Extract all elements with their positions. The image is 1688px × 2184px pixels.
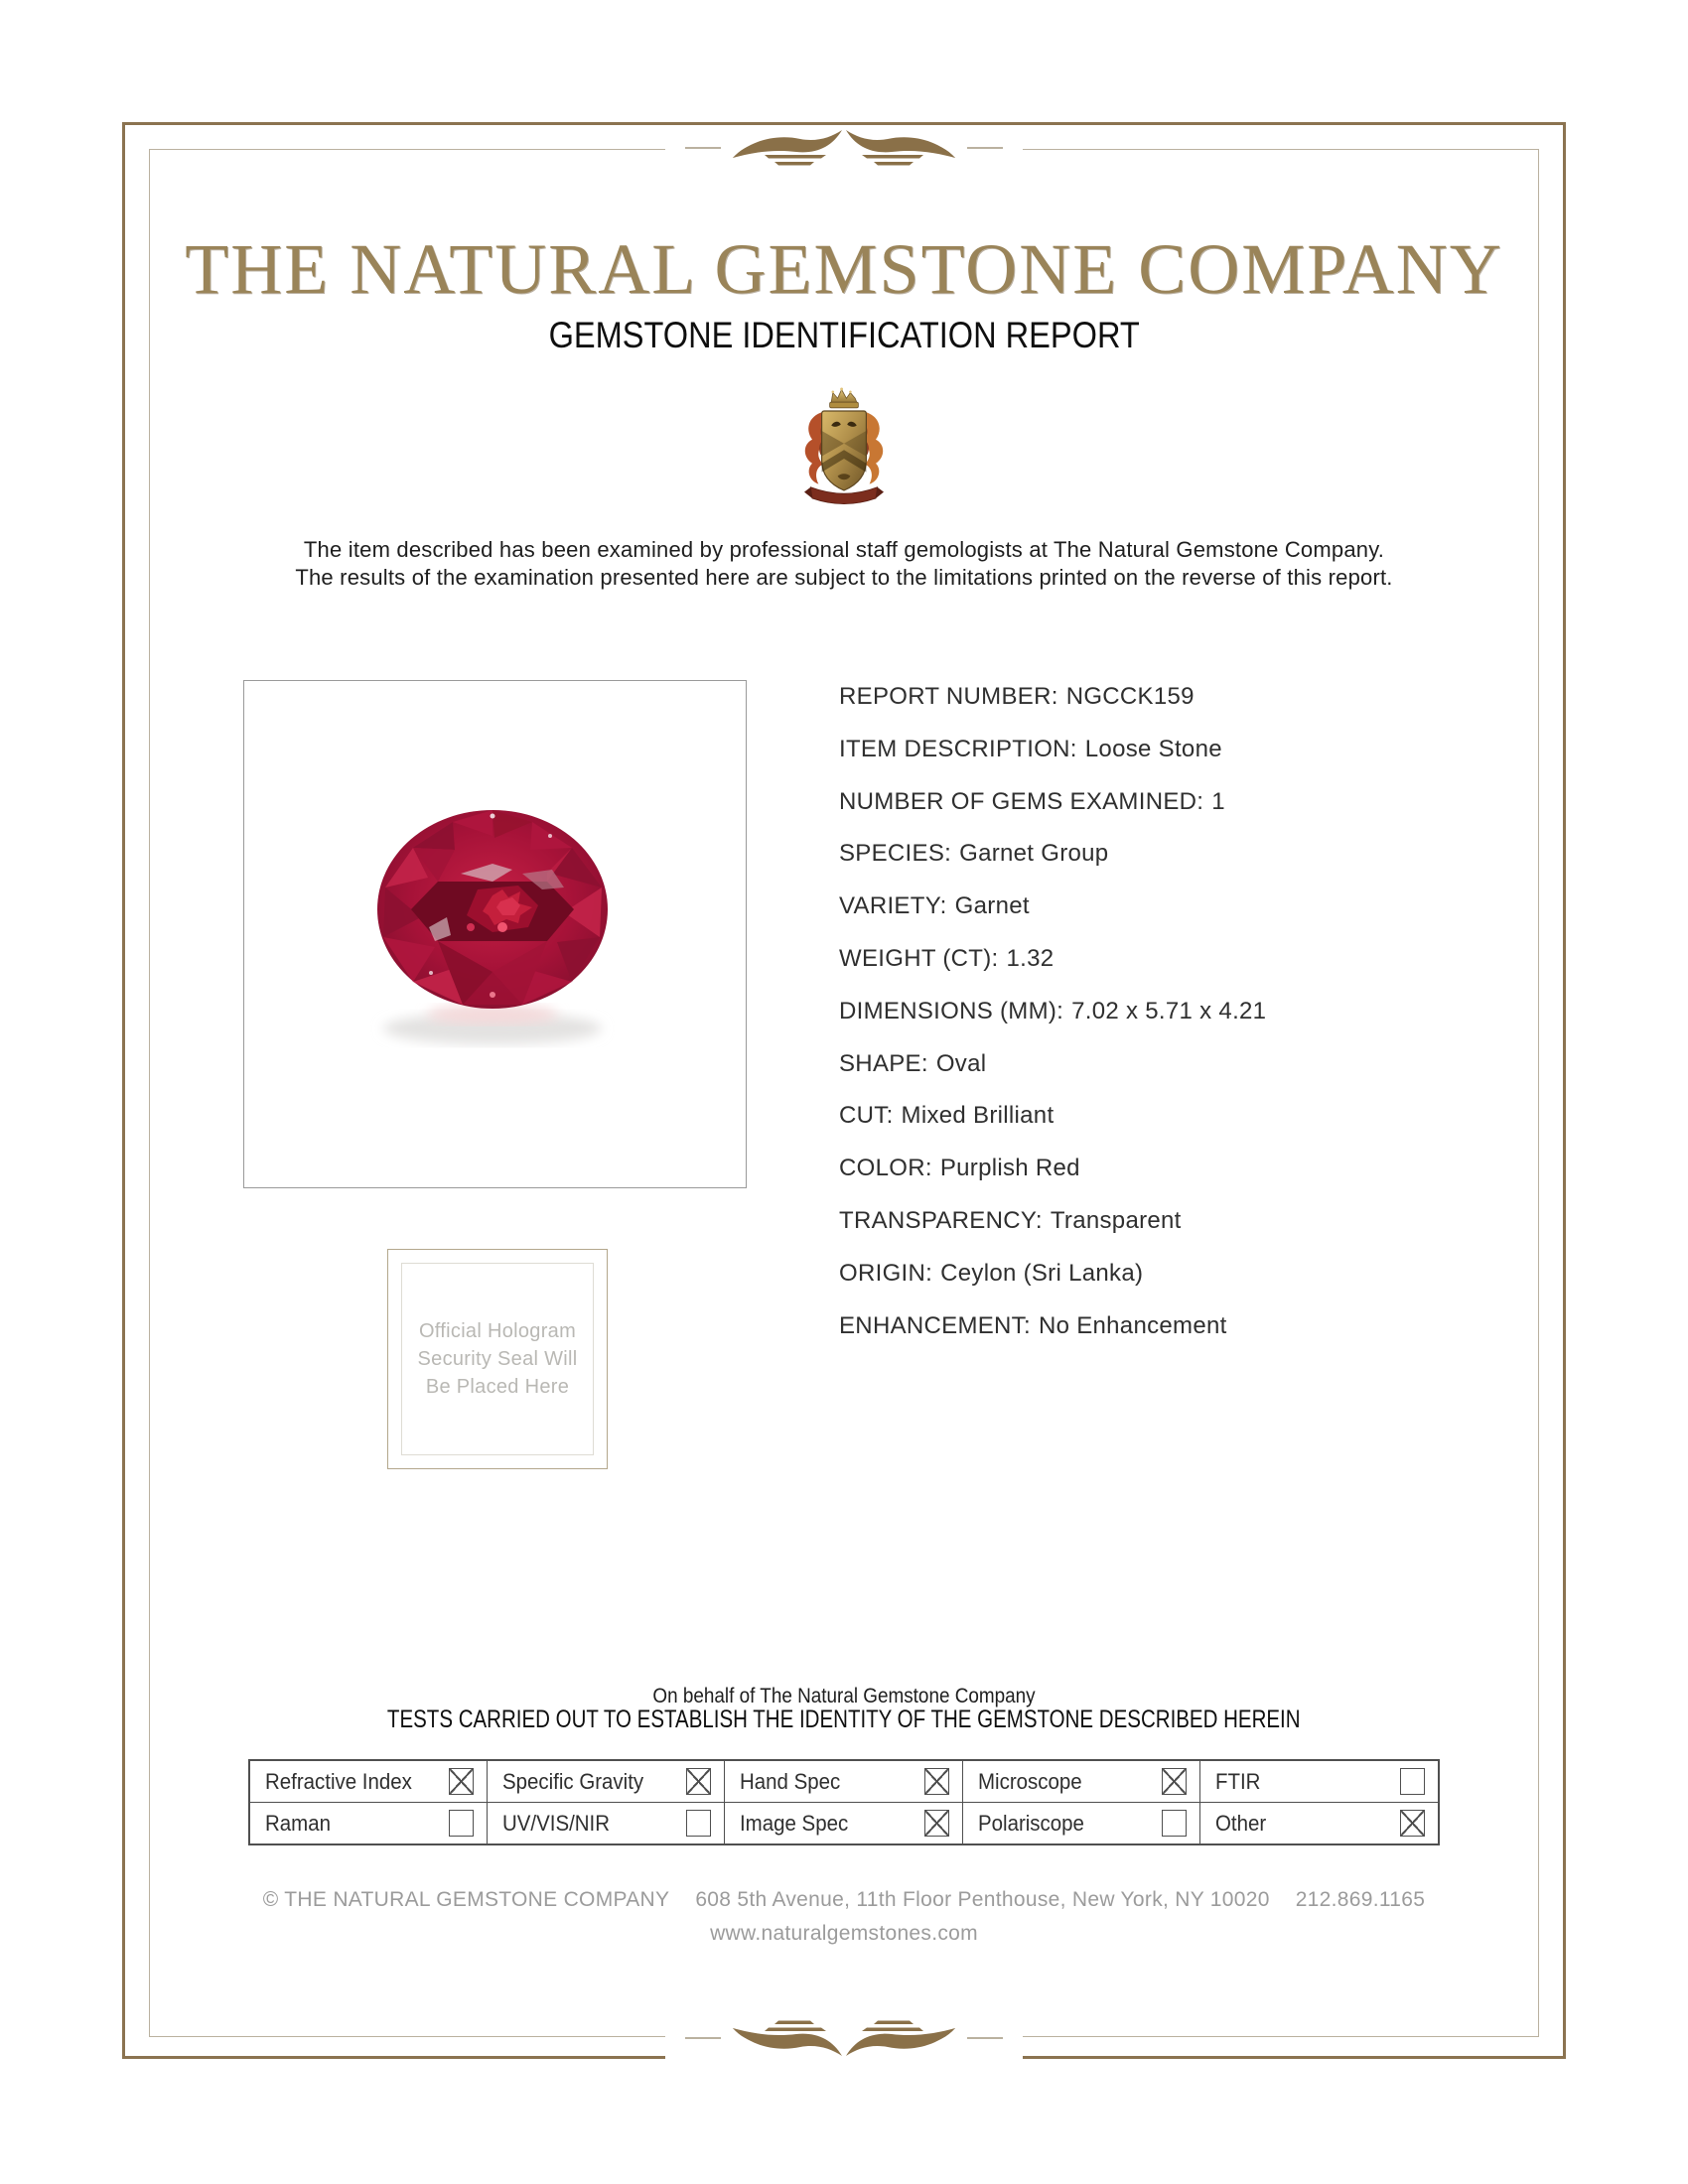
test-checkbox-polariscope xyxy=(1162,1810,1187,1837)
footer-website: www.naturalgemstones.com xyxy=(710,1922,978,1945)
detail-value: Transparent xyxy=(1050,1206,1182,1234)
test-label: FTIR xyxy=(1214,1768,1261,1794)
detail-label: ITEM DESCRIPTION: xyxy=(839,735,1077,762)
detail-value: Loose Stone xyxy=(1084,735,1222,762)
report-details-list xyxy=(839,683,1266,1364)
detail-row-weight xyxy=(839,945,1266,998)
detail-row-origin xyxy=(839,1260,1266,1312)
detail-label: REPORT NUMBER: xyxy=(839,683,1058,710)
detail-value: 1 xyxy=(1211,787,1225,815)
bottom-flourish-ornament xyxy=(665,2014,1023,2060)
detail-row-item-description xyxy=(839,736,1266,788)
test-label: Microscope xyxy=(977,1768,1082,1794)
test-checkbox-microscope xyxy=(1162,1768,1187,1795)
flourish-icon xyxy=(685,2014,1003,2060)
detail-value: Garnet xyxy=(954,892,1030,920)
tests-heading: TESTS CARRIED OUT TO ESTABLISH THE IDENTITY OF THE GEMSTONE DESCRIBED HEREIN xyxy=(387,1706,1301,1733)
detail-row-shape xyxy=(839,1050,1266,1103)
detail-row-cut xyxy=(839,1102,1266,1155)
test-label: Raman xyxy=(265,1810,331,1836)
detail-label: CUT: xyxy=(839,1102,894,1130)
detail-row-report-number xyxy=(839,683,1266,736)
gem-photo xyxy=(344,778,641,1076)
flourish-icon xyxy=(685,126,1003,172)
test-cell-hand-spec xyxy=(725,1761,962,1803)
detail-value: 1.32 xyxy=(1006,944,1055,972)
intro-line-1: The item described has been examined by professional staff gemologists at The Natural Gemstone Company. xyxy=(303,537,1385,562)
test-cell-refractive-index xyxy=(250,1761,488,1803)
report-subtitle: GEMSTONE IDENTIFICATION REPORT xyxy=(548,315,1140,355)
detail-label: WEIGHT (CT): xyxy=(839,944,999,972)
detail-label: SHAPE: xyxy=(839,1049,928,1077)
detail-row-color xyxy=(839,1155,1266,1207)
test-checkbox-raman xyxy=(449,1810,474,1837)
test-checkbox-hand-spec xyxy=(924,1768,949,1795)
test-label: UV/VIS/NIR xyxy=(502,1810,611,1836)
company-crest-icon xyxy=(796,387,892,506)
detail-value: Oval xyxy=(935,1049,987,1077)
detail-value: No Enhancement xyxy=(1038,1311,1227,1339)
test-checkbox-ftir xyxy=(1400,1768,1425,1795)
top-flourish-ornament xyxy=(665,126,1023,172)
hologram-seal-box xyxy=(387,1249,608,1469)
test-label: Specific Gravity xyxy=(502,1768,644,1794)
detail-value: Purplish Red xyxy=(939,1155,1080,1182)
footer-company: © THE NATURAL GEMSTONE COMPANY xyxy=(262,1888,670,1911)
test-cell-ftir xyxy=(1200,1761,1438,1803)
hologram-seal-inner-box xyxy=(401,1263,594,1455)
hologram-placeholder-text: Official Hologram Security Seal Will Be Placed Here xyxy=(417,1320,578,1398)
detail-label: NUMBER OF GEMS EXAMINED: xyxy=(839,787,1204,815)
test-cell-polariscope xyxy=(963,1803,1200,1843)
footer-address: 608 5th Avenue, 11th Floor Penthouse, New York, NY 10020 xyxy=(695,1888,1270,1911)
gem-photo-frame xyxy=(243,680,747,1188)
detail-label: VARIETY: xyxy=(839,892,947,920)
test-checkbox-image-spec xyxy=(924,1810,949,1837)
detail-label: ENHANCEMENT: xyxy=(839,1311,1031,1339)
test-checkbox-uv-vis-nir xyxy=(686,1810,711,1837)
test-cell-raman xyxy=(250,1803,488,1843)
test-label: Image Spec xyxy=(740,1810,849,1836)
detail-row-transparency xyxy=(839,1207,1266,1260)
tests-table xyxy=(248,1759,1440,1845)
detail-value: Garnet Group xyxy=(959,840,1109,868)
test-label: Hand Spec xyxy=(740,1768,841,1794)
detail-value: NGCCK159 xyxy=(1065,683,1195,710)
detail-label: DIMENSIONS (MM): xyxy=(839,997,1064,1024)
company-title: THE NATURAL GEMSTONE COMPANY xyxy=(185,229,1503,309)
intro-text xyxy=(0,536,1688,592)
detail-row-species xyxy=(839,840,1266,892)
detail-value: Mixed Brilliant xyxy=(901,1102,1055,1130)
footer-address-line xyxy=(0,1888,1688,1912)
detail-value: Ceylon (Sri Lanka) xyxy=(940,1259,1144,1287)
intro-line-2: The results of the examination presented here are subject to the limitations printed on the reverse of this report. xyxy=(295,565,1393,590)
test-label: Other xyxy=(1214,1810,1266,1836)
on-behalf-text: On behalf of The Natural Gemstone Company xyxy=(652,1685,1036,1707)
test-label: Refractive Index xyxy=(265,1768,412,1794)
test-cell-other xyxy=(1200,1803,1438,1843)
detail-label: ORIGIN: xyxy=(839,1259,933,1287)
detail-row-number-of-gems xyxy=(839,788,1266,841)
test-checkbox-other xyxy=(1400,1810,1425,1837)
detail-label: SPECIES: xyxy=(839,840,952,868)
detail-row-enhancement xyxy=(839,1312,1266,1365)
test-label: Polariscope xyxy=(977,1810,1084,1836)
test-cell-specific-gravity xyxy=(488,1761,725,1803)
detail-row-variety xyxy=(839,892,1266,945)
test-checkbox-specific-gravity xyxy=(686,1768,711,1795)
detail-label: TRANSPARENCY: xyxy=(839,1206,1043,1234)
test-cell-microscope xyxy=(963,1761,1200,1803)
detail-label: COLOR: xyxy=(839,1155,932,1182)
detail-value: 7.02 x 5.71 x 4.21 xyxy=(1071,997,1267,1024)
detail-row-dimensions xyxy=(839,998,1266,1050)
test-checkbox-refractive-index xyxy=(449,1768,474,1795)
test-cell-uv-vis-nir xyxy=(488,1803,725,1843)
footer-phone: 212.869.1165 xyxy=(1295,1888,1426,1911)
test-cell-image-spec xyxy=(725,1803,962,1843)
